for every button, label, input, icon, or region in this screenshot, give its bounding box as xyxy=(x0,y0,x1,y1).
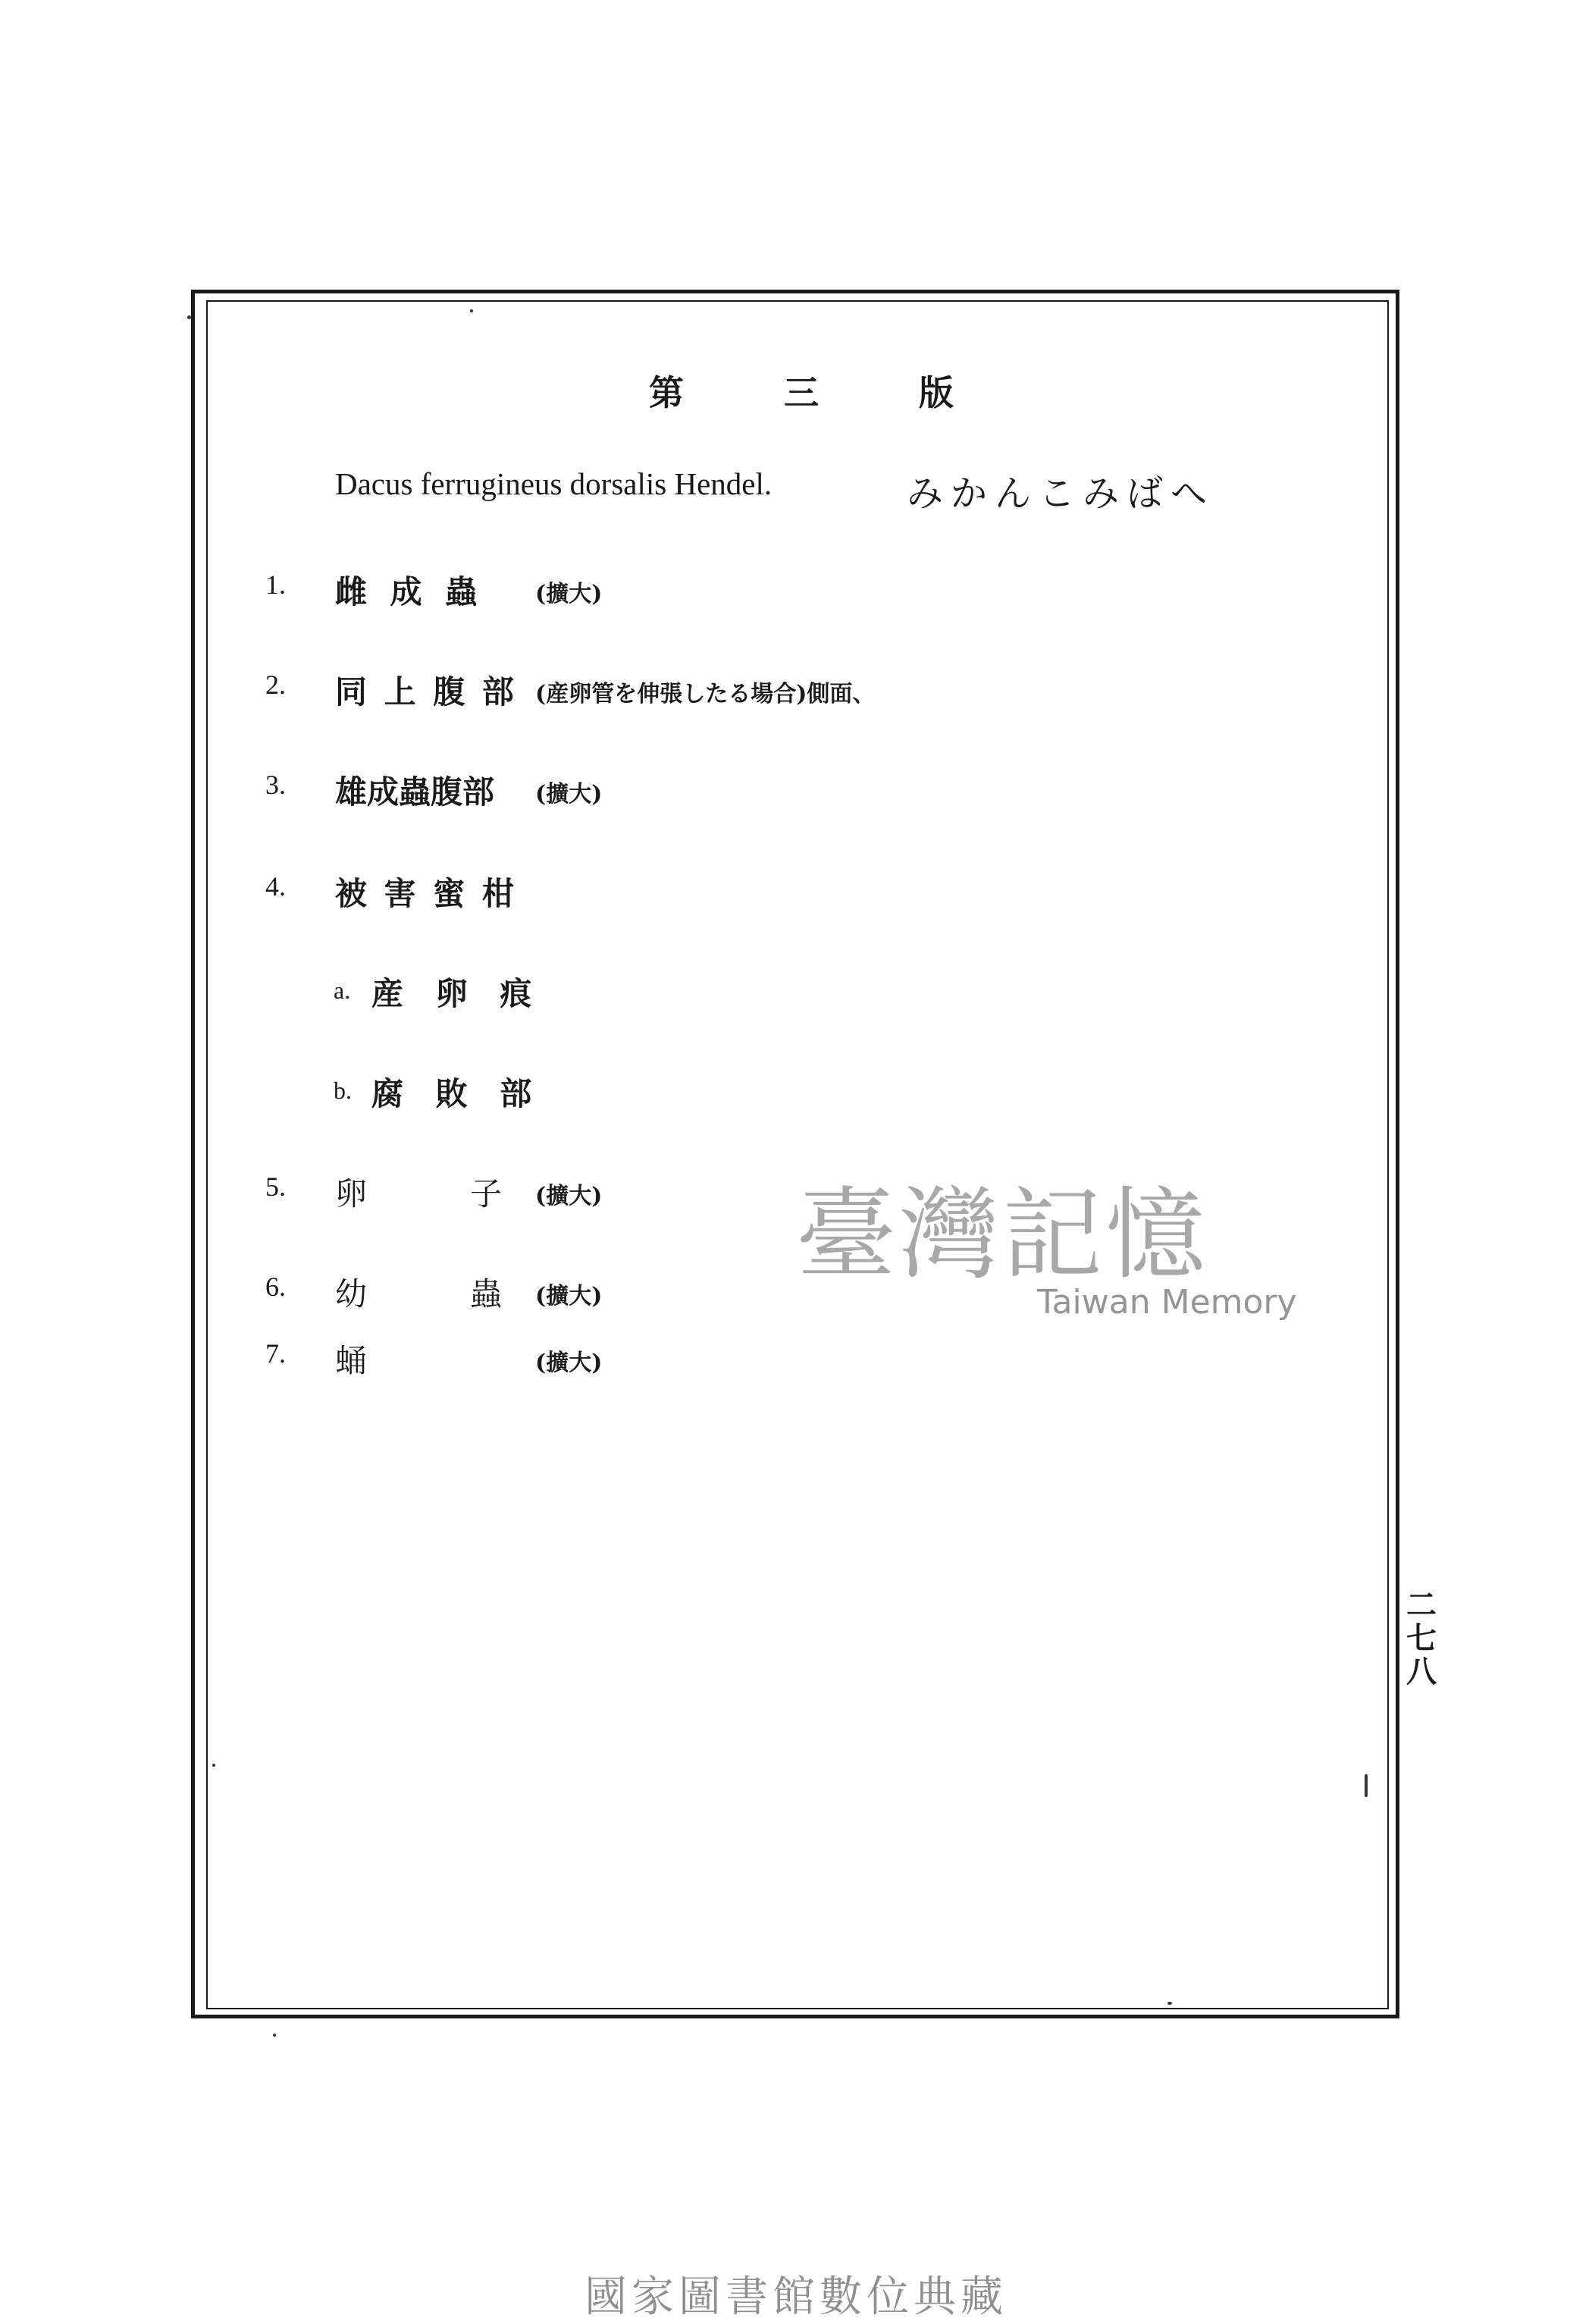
scan-mark xyxy=(1365,1774,1368,1797)
watermark-chinese: 臺灣記憶 xyxy=(796,1177,1208,1294)
item-label: 卵 xyxy=(335,1175,368,1212)
item-note: (産卵管を伸張したる場合)側面、 xyxy=(535,681,876,707)
item-note: (擴大) xyxy=(535,1183,603,1209)
item-label: 雄成蟲腹部 xyxy=(335,773,495,811)
item-number: 6. xyxy=(265,1272,286,1302)
item-number: 4. xyxy=(265,871,286,902)
item-label: 蛹 xyxy=(335,1342,368,1379)
subitem-letter: b. xyxy=(334,1077,352,1104)
page-number-text: 二 七 八 xyxy=(1406,1587,1437,1689)
scan-speck xyxy=(212,1764,215,1767)
library-footer: 國家圖書館數位典藏 xyxy=(584,2272,1008,2322)
item-label: 被 害 蜜 柑 xyxy=(335,875,517,912)
item-note: (擴大) xyxy=(535,781,603,808)
item-number: 5. xyxy=(265,1171,286,1202)
scan-speck xyxy=(1167,2002,1172,2005)
subitem-label: 腐 敗 部 xyxy=(371,1075,543,1112)
plate-title-char-3: 版 xyxy=(919,372,954,413)
item-label-end: 子 xyxy=(470,1175,503,1212)
item-note: (擴大) xyxy=(535,1283,603,1309)
plate-title-char-1: 第 xyxy=(649,372,684,413)
scan-speck xyxy=(273,2034,276,2037)
subitem-label: 産 卵 痕 xyxy=(371,975,543,1012)
item-label: 雌 成 蟲 xyxy=(335,573,484,610)
watermark-english: Taiwan Memory xyxy=(1037,1283,1297,1322)
item-number: 1. xyxy=(265,569,286,600)
page-number xyxy=(1406,1589,1437,1689)
item-label: 同 上 腹 部 xyxy=(335,673,517,710)
subitem-letter: a. xyxy=(334,977,351,1004)
plate-title-char-2: 三 xyxy=(784,372,819,413)
scan-speck xyxy=(470,309,473,312)
item-number: 2. xyxy=(265,670,286,700)
item-label-end: 蟲 xyxy=(470,1275,503,1313)
species-name: Dacus ferrugineus dorsalis Hendel. xyxy=(335,466,772,501)
item-number: 7. xyxy=(265,1338,286,1369)
japanese-common-name: みかんこみばへ xyxy=(907,472,1215,515)
item-note: (擴大) xyxy=(535,581,603,607)
item-number: 3. xyxy=(265,770,286,800)
item-label: 幼 xyxy=(335,1275,368,1313)
scan-speck xyxy=(187,315,191,319)
item-note: (擴大) xyxy=(535,1350,603,1376)
